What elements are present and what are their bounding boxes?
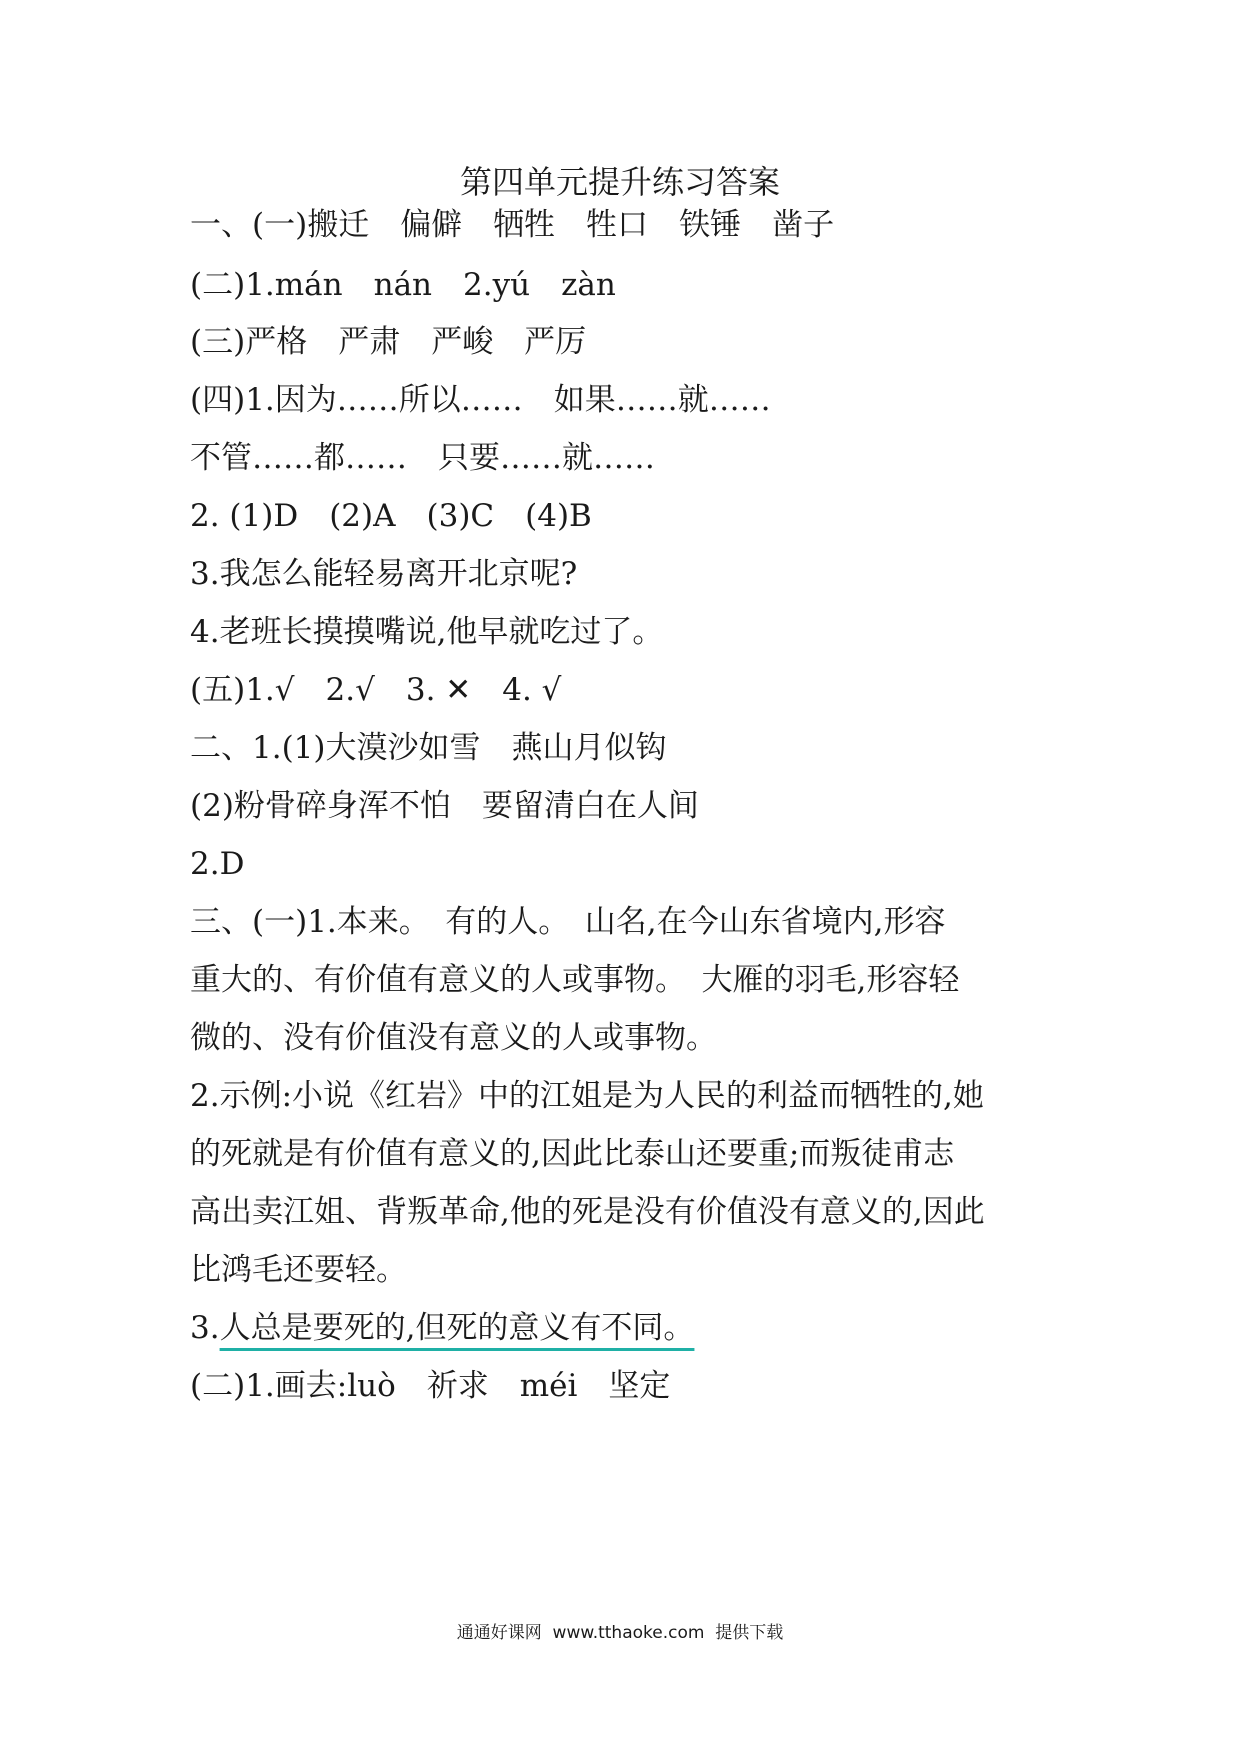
answer-line: (2)粉骨碎身浑不怕 要留清白在人间 xyxy=(190,788,699,824)
answer-line: 的死就是有价值有意义的,因此比泰山还要重;而叛徒甫志 xyxy=(190,1136,955,1172)
answer-line: 高出卖江姐、背叛革命,他的死是没有价值没有意义的,因此 xyxy=(190,1194,985,1230)
page-title: 第四单元提升练习答案 xyxy=(459,163,780,201)
underlined-answer: 人总是要死的,但死的意义有不同。 xyxy=(219,1310,695,1346)
answer-line: 2. (1)D (2)A (3)C (4)B xyxy=(190,498,592,534)
answer-line: 不管……都…… 只要……就…… xyxy=(190,440,655,476)
answer-line: 一、(一)搬迁 偏僻 牺牲 牲口 铁锤 凿子 xyxy=(190,207,835,243)
answer-line: 2.D xyxy=(190,846,245,882)
answer-line: 2.示例:小说《红岩》中的江姐是为人民的利益而牺牲的,她 xyxy=(190,1078,984,1114)
answer-number: 3. xyxy=(190,1310,220,1346)
answer-line: (三)严格 严肃 严峻 严厉 xyxy=(190,324,587,360)
answer-line: (五)1.√ 2.√ 3. ✕ 4. √ xyxy=(190,672,562,708)
answer-line: 4.老班长摸摸嘴说,他早就吃过了。 xyxy=(190,614,664,650)
answer-line: 3.我怎么能轻易离开北京呢? xyxy=(190,556,578,592)
answer-line: (二)1.画去:luò 祈求 méi 坚定 xyxy=(190,1368,671,1404)
footer-credit: 通通好课网 www.tthaoke.com 提供下载 xyxy=(456,1623,784,1643)
answer-line: 二、1.(1)大漠沙如雪 燕山月似钩 xyxy=(190,730,667,766)
answer-line-underlined xyxy=(190,1306,1070,1350)
answer-line: (二)1.mán nán 2.yú zàn xyxy=(190,267,616,303)
answer-line: 比鸿毛还要轻。 xyxy=(190,1252,407,1288)
answer-line: 三、(一)1.本来。 有的人。 山名,在今山东省境内,形容 xyxy=(190,904,946,940)
answer-line: 重大的、有价值有意义的人或事物。 大雁的羽毛,形容轻 xyxy=(190,962,960,998)
answer-line: (四)1.因为……所以…… 如果……就…… xyxy=(190,382,771,418)
answer-line: 微的、没有价值没有意义的人或事物。 xyxy=(190,1020,717,1056)
